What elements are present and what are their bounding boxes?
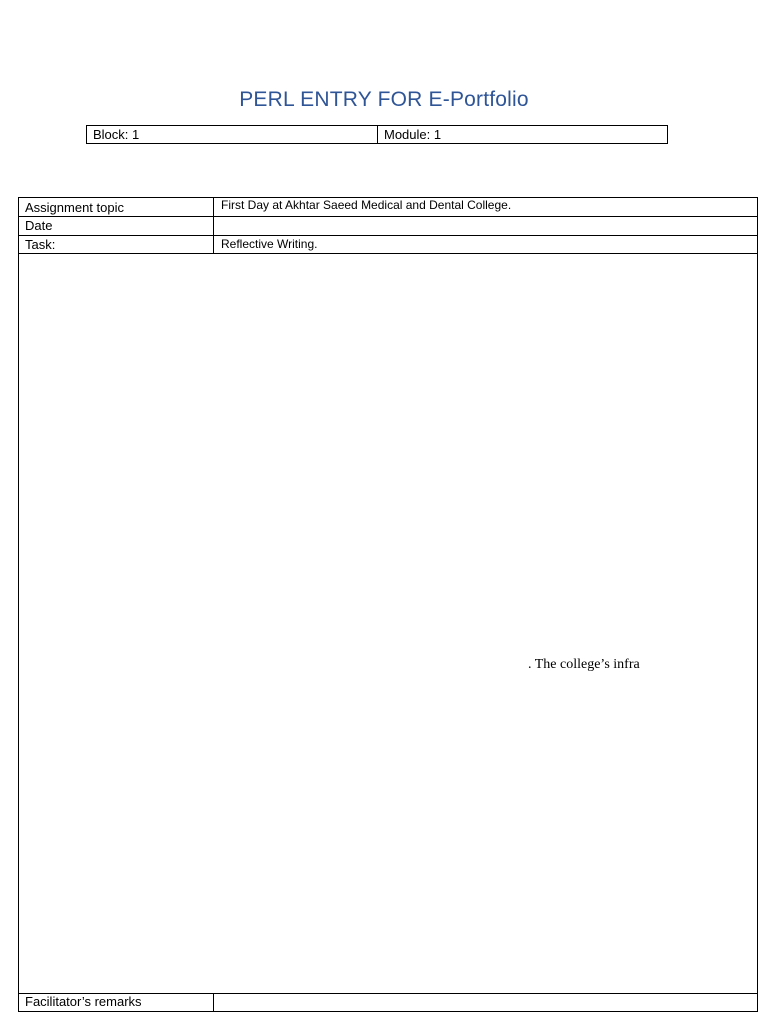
assignment-table	[18, 197, 758, 1012]
task-row	[19, 236, 757, 254]
assignment-topic-label: Assignment topic	[19, 198, 214, 216]
date-value	[214, 217, 757, 235]
facilitator-remarks-row	[19, 994, 757, 1011]
task-value: Reflective Writing.	[221, 237, 318, 251]
reflection-body	[19, 254, 757, 994]
date-row	[19, 217, 757, 236]
assignment-topic-value: First Day at Akhtar Saeed Medical and Dental College.	[221, 198, 512, 212]
task-label: Task:	[19, 236, 214, 253]
body-text-fragment: . The college’s infra	[528, 657, 640, 672]
module-cell: Module: 1	[384, 127, 442, 142]
date-label: Date	[19, 217, 214, 235]
block-cell: Block: 1	[87, 126, 378, 143]
block-module-table	[86, 125, 668, 144]
facilitator-remarks-value	[214, 994, 757, 1011]
facilitator-remarks-label: Facilitator’s remarks	[19, 994, 214, 1011]
assignment-topic-row	[19, 198, 757, 217]
page-title: PERL ENTRY FOR E-Portfolio	[239, 88, 529, 111]
